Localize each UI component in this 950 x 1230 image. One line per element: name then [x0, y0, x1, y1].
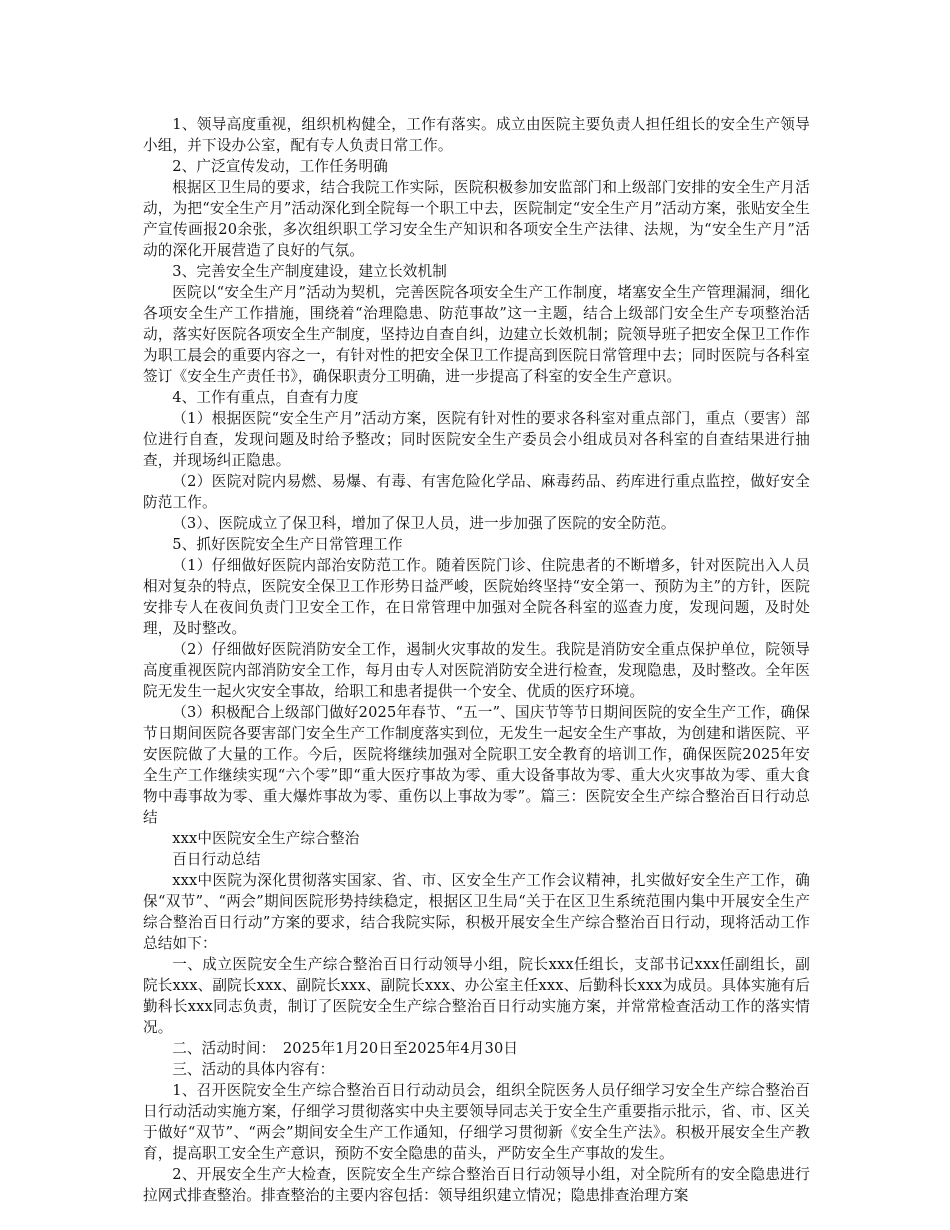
section-heading-5: 5、抓好医院安全生产日常管理工作	[172, 536, 403, 553]
paragraph-5-2: （2）仔细做好医院消防安全工作，遏制火灾事故的发生。我院是消防安全重点保护单位，院领导高度重视医院内部消防安全工作，每月由专人对医院消防安全进行检查，发现隐患，及时整改。全年医院无发生一起火灾安全事故，给职工和患者提供一个安全、优质的医疗环境。	[143, 641, 810, 700]
section-heading-4: 4、工作有重点，自查有力度	[172, 389, 359, 406]
article-item-1: 1、召开医院安全生产综合整治百日行动动员会，组织全院医务人员仔细学习安全生产综合整治百日行动活动实施方案，仔细学习贯彻落实中央主要领导同志关于安全生产重要指示批示，省、市、区关于做好“双节”、“两会”期间安全生产工作通知，仔细学习贯彻新《安全生产法》。积极开展安全生产教育，提高职工安全生产意识，预防不安全隐患的苗头，严防安全生产事故的发生。	[143, 1082, 810, 1162]
paragraph-4-3: （3）、医院成立了保卫科，增加了保卫人员，进一步加强了医院的安全防范。	[172, 515, 676, 532]
article-title-line-1: xxx中医院安全生产综合整治	[172, 830, 360, 847]
section-heading-3: 3、完善安全生产制度建设，建立长效机制	[172, 263, 448, 280]
article-intro: xxx中医院为深化贯彻落实国家、省、市、区安全生产工作会议精神，扎实做好安全生产工作，确保“双节”、“两会”期间医院形势持续稳定，根据区卫生局“关于在区卫生系统范围内集中开展安全生产综合整治百日行动”方案的要求，结合我院实际，积极开展安全生产综合整治百日行动，现将活动工作总结如下：	[143, 872, 810, 952]
article-section-1: 一、成立医院安全生产综合整治百日行动领导小组，院长xxx任组长，支部书记xxx任副组长，副院长xxx、副院长xxx、副院长xxx、副院长xxx、办公室主任xxx、后勤科长xxx为成员。具体实施有后勤科长xxx同志负责，制订了医院安全生产综合整治百日行动实施方案，并常常检查活动工作的落实情况。	[143, 956, 810, 1036]
section-heading-2: 2、广泛宣传发动，工作任务明确	[172, 158, 389, 175]
paragraph-5-3: （3）积极配合上级部门做好2025年春节、“五一”、国庆节等节日期间医院的安全生产工作，确保节日期间医院各要害部门安全生产工作制度落实到位，无发生一起安全生产事故，为创建和谐医院、平安医院做了大量的工作。今后，医院将继续加强对全院职工安全教育的培训工作，确保医院2025年安全生产工作继续实现“六个零”即“重大医疗事故为零、重大设备事故为零、重大火灾事故为零、重大食物中毒事故为零、重大爆炸事故为零、重伤以上事故为零”。篇三：医院安全生产综合整治百日行动总结	[143, 704, 810, 826]
paragraph-5-1: （1）仔细做好医院内部治安防范工作。随着医院门诊、住院患者的不断增多，针对医院出入人员相对复杂的特点，医院安全保卫工作形势日益严峻，医院始终坚持“安全第一、预防为主”的方针，医院安排专人在夜间负责门卫安全工作，在日常管理中加强对全院各科室的巡查力度，发现问题，及时处理，及时整改。	[143, 557, 810, 637]
article-item-2: 2、开展安全生产大检查，医院安全生产综合整治百日行动领导小组，对全院所有的安全隐患进行拉网式排查整治。排查整治的主要内容包括：领导组织建立情况；隐患排查治理方案	[143, 1166, 810, 1204]
paragraph-4-1: （1）根据医院“安全生产月”活动方案，医院有针对性的要求各科室对重点部门，重点（要害）部位进行自查，发现问题及时给予整改；同时医院安全生产委员会小组成员对各科室的自查结果进行抽查，并现场纠正隐患。	[143, 410, 810, 469]
paragraph-3: 医院以“安全生产月”活动为契机，完善医院各项安全生产工作制度，堵塞安全生产管理漏洞，细化各项安全生产工作措施，围绕着“治理隐患、防范事故”这一主题，结合上级部门安全生产专项整治活动，落实好医院各项安全生产制度，坚持边自查自纠，边建立长效机制；院领导班子把安全保卫工作作为职工晨会的重要内容之一，有针对性的把安全保卫工作提高到医院日常管理中去；同时医院与各科室签订《安全生产责任书》，确保职责分工明确，进一步提高了科室的安全生产意识。	[143, 284, 810, 385]
paragraph-4-2: （2）医院对院内易燃、易爆、有毒、有害危险化学品、麻毒药品、药库进行重点监控，做好安全防范工作。	[143, 473, 810, 511]
article-title-line-2: 百日行动总结	[172, 851, 261, 868]
article-section-3: 三、活动的具体内容有：	[172, 1061, 335, 1078]
article-section-2: 二、活动时间： 2025年1月20日至2025年4月30日	[172, 1040, 519, 1057]
paragraph-1: 1、领导高度重视，组织机构健全，工作有落实。成立由医院主要负责人担任组长的安全生产领导小组，并下设办公室，配有专人负责日常工作。	[143, 116, 810, 154]
paragraph-2: 根据区卫生局的要求，结合我院工作实际，医院积极参加安监部门和上级部门安排的安全生产月活动，为把“安全生产月”活动深化到全院每一个职工中去，医院制定“安全生产月”活动方案，张贴安全生产宣传画报20余张，多次组织职工学习安全生产知识和各项安全生产法律、法规，为“安全生产月”活动的深化开展营造了良好的气氛。	[143, 179, 810, 259]
